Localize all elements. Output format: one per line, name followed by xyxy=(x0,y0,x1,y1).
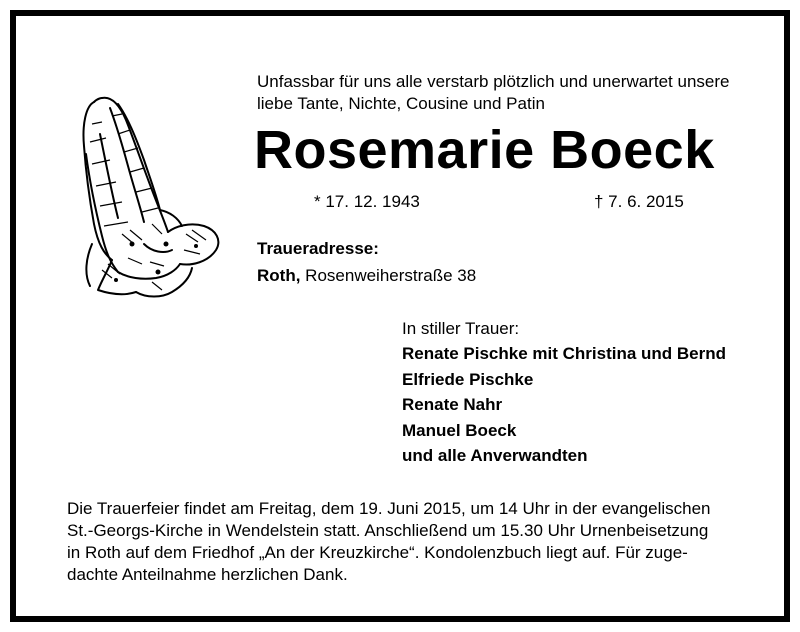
address-title: Traueradresse: xyxy=(257,239,379,258)
intro-line: Unfassbar für uns alle verstarb plötzlich und unerwartet unsere xyxy=(257,72,730,91)
intro-line: liebe Tante, Nichte, Cousine und Patin xyxy=(257,94,545,113)
service-line: St.-Georgs-Kirche in Wendelstein statt. Anschließend um 15.30 Uhr Urnenbeisetzung xyxy=(67,521,709,540)
address-city: Roth, xyxy=(257,266,301,285)
mourners-block xyxy=(402,319,726,472)
address-line xyxy=(257,266,476,286)
address-street: Rosenweiherstraße 38 xyxy=(305,266,477,285)
mourner-name: Manuel Boeck xyxy=(402,420,517,440)
mourner-name: Renate Pischke mit Christina und Bernd xyxy=(402,344,727,363)
praying-hands-icon xyxy=(72,94,222,300)
mourners-intro: In stiller Trauer: xyxy=(402,319,520,338)
death-date: † 7. 6. 2015 xyxy=(594,192,684,211)
mourner-name: und alle Anverwandten xyxy=(402,446,588,465)
service-line: dachte Anteilnahme herzlichen Dank. xyxy=(67,565,348,584)
deceased-name: Rosemarie Boeck xyxy=(254,120,715,180)
birth-date: * 17. 12. 1943 xyxy=(314,192,420,211)
service-info xyxy=(67,498,757,586)
obituary-notice xyxy=(10,10,790,622)
intro-text xyxy=(257,71,729,115)
service-line: Die Trauerfeier findet am Freitag, dem 19. Juni 2015, um 14 Uhr in der evangelischen xyxy=(67,499,711,518)
service-line: in Roth auf dem Friedhof „An der Kreuzkirche“. Kondolenzbuch liegt auf. Für zuge- xyxy=(67,543,688,562)
mourner-name: Elfriede Pischke xyxy=(402,369,534,389)
mourner-name: Renate Nahr xyxy=(402,395,503,414)
